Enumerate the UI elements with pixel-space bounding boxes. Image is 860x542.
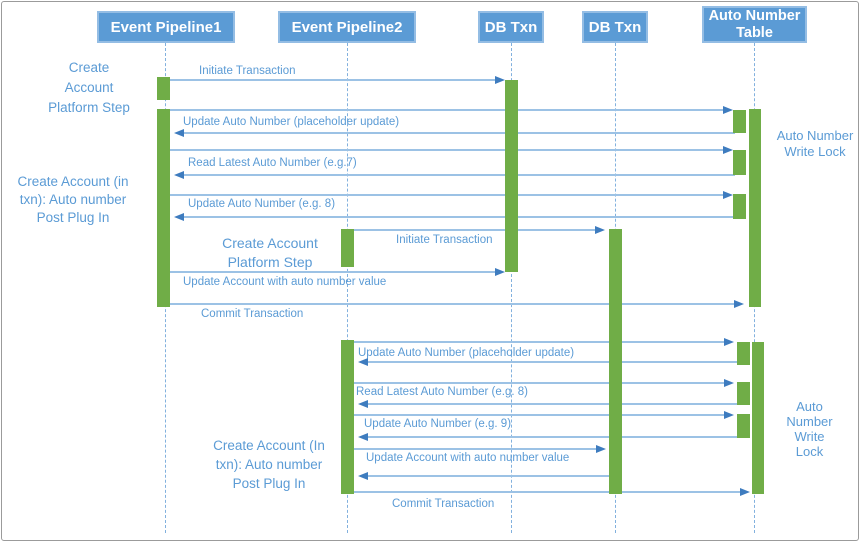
arrow-left-icon [174,171,184,179]
message-line [367,475,609,477]
message-label: Read Latest Auto Number (e.g. 8) [356,386,528,398]
message-label: Update Account with auto number value [183,276,387,288]
activation-bar-ant-update3 [737,342,750,365]
message-label: Update Auto Number (e.g. 9) [364,418,512,430]
arrow-right-icon [723,191,733,199]
activation-bar-ant-lock1 [749,109,761,307]
actor-event-pipeline-2 [278,11,416,43]
message-label: Commit Transaction [201,308,304,320]
message-line [354,448,597,450]
message-line [170,194,724,196]
message-line [183,216,735,218]
actor-auto-number-table [702,6,807,43]
message-line [170,109,724,111]
message-label: Update Auto Number (e.g. 8) [188,198,336,210]
sequence-diagram-canvas [1,1,859,541]
message-line [170,79,496,81]
arrow-left-icon [358,400,368,408]
annotation-auto-number-write-lock-2: Auto Number Write Lock [786,399,833,459]
activation-bar-ant-update4 [737,414,750,438]
message-line [170,149,724,151]
actor-label: Event Pipeline2 [291,18,403,36]
arrow-right-icon [495,268,505,276]
arrow-right-icon [734,300,744,308]
activation-bar-dbtxn1-active [505,80,518,272]
activation-bar-ant-read2 [737,382,750,405]
message-line [354,414,725,416]
arrow-left-icon [358,472,368,480]
message-label: Initiate Transaction [199,65,296,77]
arrow-left-icon [174,129,184,137]
arrow-right-icon [595,226,605,234]
annotation-create-account-platform-step-2: Create Account Platform Step [222,235,318,270]
activation-bar-ant-update1 [733,110,746,133]
message-line [183,174,735,176]
arrow-left-icon [358,433,368,441]
activation-bar-ep2-step [341,229,354,267]
message-line [170,303,735,305]
activation-bar-ant-update2 [733,194,746,219]
actor-label: DB Txn [588,18,642,36]
arrow-right-icon [724,379,734,387]
message-line [354,491,741,493]
actor-label: DB Txn [484,18,538,36]
message-line [367,403,737,405]
annotation-create-account-post-plugin-2: Create Account (In txn): Auto number Post Plug In [213,438,325,491]
actor-db-txn-2 [582,11,648,43]
message-label: Commit Transaction [392,498,495,510]
message-line [367,436,737,438]
arrow-right-icon [724,338,734,346]
message-line [354,341,725,343]
actor-db-txn-1 [478,11,544,43]
activation-bar-ep2-plugin [341,340,354,494]
message-label: Update Account with auto number value [366,452,570,464]
activation-bar-ep1-plugin [157,109,170,307]
message-label: Update Auto Number (placeholder update) [183,116,400,128]
activation-bar-ant-lock2 [752,342,764,494]
message-line [354,382,725,384]
message-label: Update Auto Number (placeholder update) [358,347,575,359]
activation-bar-dbtxn2-active [609,229,622,494]
annotation-create-account-post-plugin-1: Create Account (in txn): Auto number Post Plug In [17,174,129,225]
actor-event-pipeline-1 [97,11,235,43]
annotation-create-account-platform-step-1: Create Account Platform Step [48,60,130,115]
message-line [367,361,737,363]
message-label: Read Latest Auto Number (e.g.7) [188,157,357,169]
arrow-right-icon [596,445,606,453]
arrow-right-icon [723,146,733,154]
arrow-right-icon [723,106,733,114]
arrow-right-icon [740,488,750,496]
activation-bar-ep1-step [157,77,170,100]
arrow-left-icon [174,213,184,221]
arrow-right-icon [495,76,505,84]
actor-label: Auto Number Table [708,7,801,41]
actor-label: Event Pipeline1 [110,18,222,36]
activation-bar-ant-read1 [733,150,746,175]
arrow-right-icon [724,411,734,419]
message-line [183,132,735,134]
annotation-auto-number-write-lock-1: Auto Number Write Lock [776,128,854,159]
message-line [354,229,596,231]
message-label: Initiate Transaction [396,234,493,246]
